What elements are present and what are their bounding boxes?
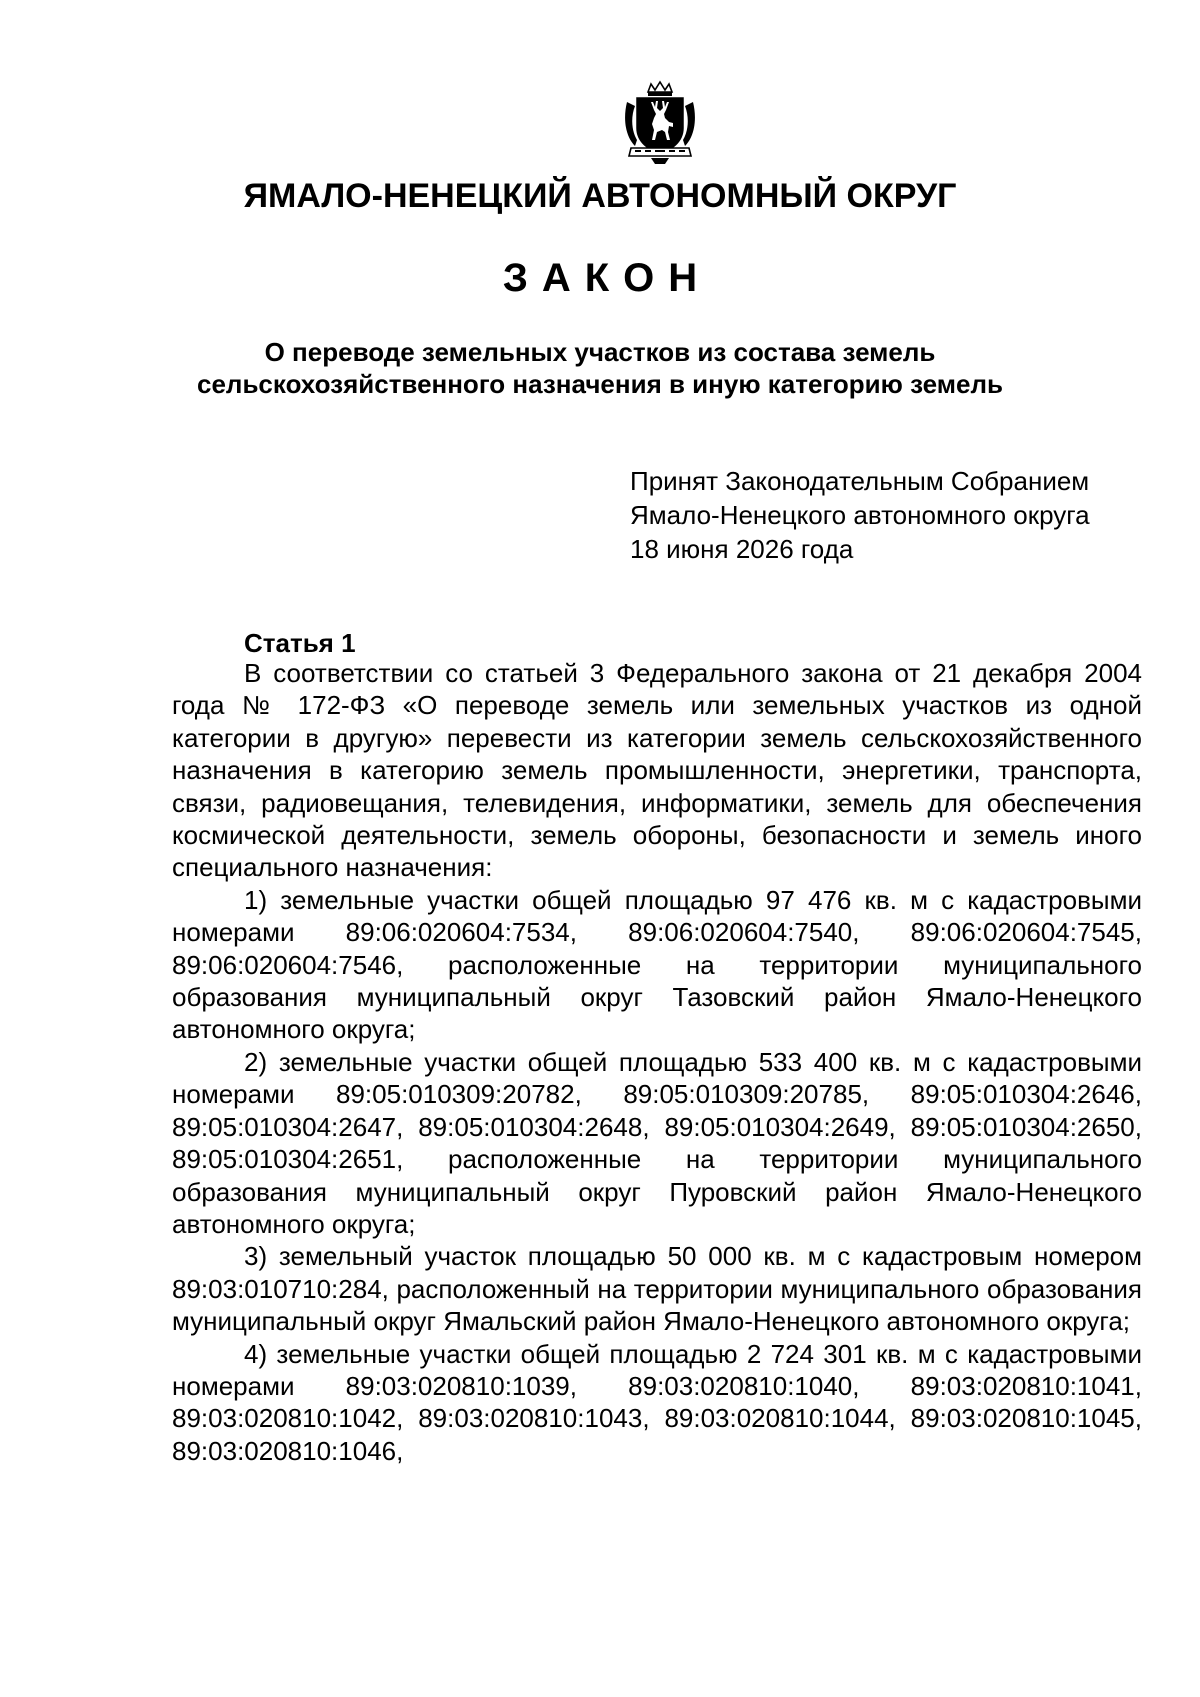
article-paragraph: В соответствии со статьей 3 Федерального закона от 21 декабря 2004 года № 172-ФЗ «О переводе земель или земельных участков из одной категории в другую» перевести из категории земель сельскохозяйственного назначения в категорию земель промышленности, энергетики, транспорта, связи, радиовещания, телевидения, информатики, земель для обеспечения космической деятельности, земель обороны, безопасности и земель иного специального назначения:: [172, 658, 1142, 883]
article-item: 1) земельные участки общей площадью 97 476 кв. м с кадастровыми номерами 89:06:020604:7534, 89:06:020604:7540, 89:06:020604:7545, 89:06:020604:7546, расположенные на территории муниципального образования муниципальный округ Тазовский район Ямало-Ненецкого автономного округа;: [172, 884, 1142, 1045]
yamal-coat-of-arms-icon: [621, 80, 699, 166]
adoption-note: [630, 464, 1090, 566]
article-item: 3) земельный участок площадью 50 000 кв. м с кадастровым номером 89:03:010710:284, расположенный на территории муниципального образования муниципальный округ Ямальский район Ямало-Ненецкого автономного округа;: [172, 1241, 1142, 1337]
document-type: ЗАКОН: [502, 256, 712, 300]
adoption-line: Принят Законодательным Собранием: [630, 466, 1090, 496]
law-title: [150, 336, 1050, 400]
article-item: 4) земельные участки общей площадью 2 724 301 кв. м с кадастровыми номерами 89:03:020810:1039, 89:03:020810:1040, 89:03:020810:1041, 89:03:020810:1042, 89:03:020810:1043, 89:03:020810:1044, 89:03:020810:1045, 89:03:020810:1046,: [172, 1338, 1142, 1466]
law-title-line: сельскохозяйственного назначения в иную категорию земель: [197, 369, 1003, 399]
law-title-line: О переводе земельных участков из состава земель: [264, 337, 936, 367]
article-item: 2) земельные участки общей площадью 533 400 кв. м с кадастровыми номерами 89:05:010309:20782, 89:05:010309:20785, 89:05:010304:2646, 89:05:010304:2647, 89:05:010304:2648, 89:05:010304:2649, 89:05:010304:2650, 89:05:010304:2651, расположенные на территории муниципального образования муниципальный округ Пуровский район Ямало-Ненецкого автономного округа;: [172, 1046, 1142, 1239]
article-heading: Статья 1: [244, 628, 356, 658]
region-name: ЯМАЛО-НЕНЕЦКИЙ АВТОНОМНЫЙ ОКРУГ: [243, 177, 957, 215]
article-body: [172, 657, 1142, 1467]
adoption-date: 18 июня 2026 года: [630, 534, 854, 564]
adoption-line: Ямало-Ненецкого автономного округа: [630, 500, 1090, 530]
